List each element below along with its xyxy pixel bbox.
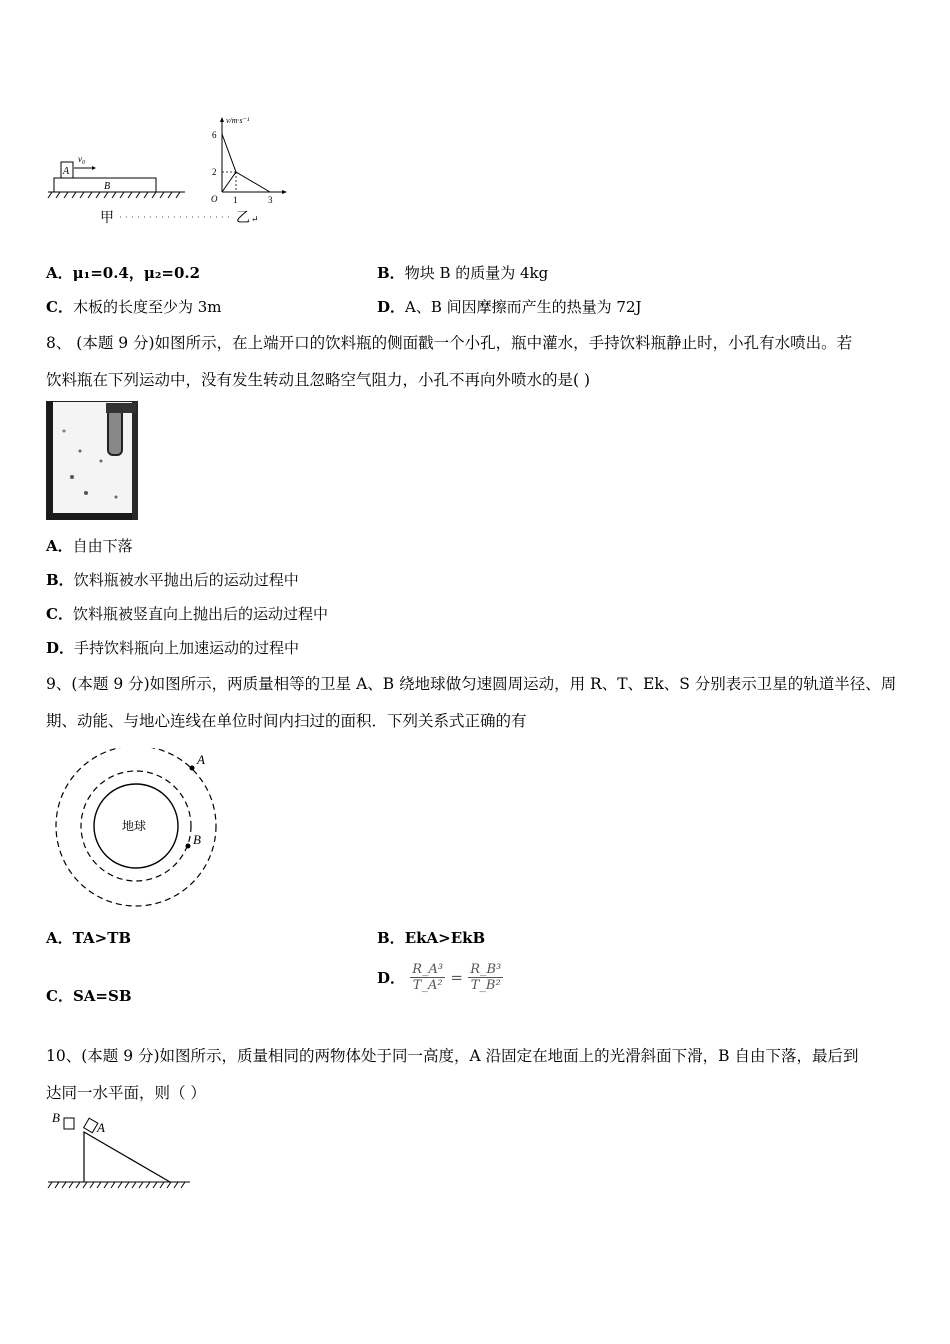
q9-D-eq: = — [450, 968, 463, 987]
q9-option-A[interactable] — [46, 927, 131, 948]
q8-stem-line1: 8、 (本题 9 分)如图所示，在上端开口的饮料瓶的侧面戳一个小孔，瓶中灌水，手持饮料瓶静止时，小孔有水喷出。若 — [46, 334, 853, 352]
graph-tick-2: 2 — [212, 167, 217, 177]
q7-option-C-letter: C． — [46, 298, 73, 316]
q9-option-B-letter: B． — [377, 929, 405, 947]
q9-orbit-figure — [50, 748, 222, 908]
q9-D-num-right: R_B³ — [470, 962, 502, 977]
q8-option-B[interactable] — [46, 569, 299, 590]
q7-option-B-letter: B． — [377, 264, 405, 282]
satellite-B-dot — [186, 844, 191, 849]
ground-hatching — [48, 192, 185, 198]
block-A-label: A — [63, 166, 70, 177]
q9-D-num-left: R_A³ — [412, 962, 444, 977]
q7-option-D[interactable] — [377, 296, 642, 317]
q9-D-frac-right — [468, 962, 503, 993]
block-B-label: B — [52, 1110, 60, 1125]
graph-line-A — [222, 134, 270, 192]
graph-tick-6: 6 — [212, 130, 217, 140]
q8-option-B-text: 饮料瓶被水平抛出后的运动过程中 — [73, 571, 299, 589]
graph-line-B — [222, 172, 236, 192]
q7-option-D-text: A、B 间因摩擦而产生的热量为 72J — [405, 298, 642, 316]
q9-option-D-letter: D． — [377, 969, 406, 987]
q7-option-C-text: 木板的长度至少为 3m — [72, 298, 222, 316]
q10-stem-line1: 10、(本题 9 分)如图所示，质量相同的两物体处于同一高度，A 沿固定在地面上的光滑斜面下滑，B 自由下落，最后到 — [46, 1047, 859, 1065]
q8-option-B-letter: B． — [46, 571, 74, 589]
q7-option-A-letter: A． — [46, 264, 73, 282]
earth-label: 地球 — [122, 819, 147, 833]
q8-option-D[interactable] — [46, 637, 299, 658]
satellite-A-dot — [190, 766, 195, 771]
graph-origin: O — [211, 194, 218, 204]
q8-option-A[interactable] — [46, 535, 133, 556]
v0-arrowhead — [92, 166, 96, 170]
q7-option-A[interactable] — [46, 262, 200, 283]
q8-option-D-text: 手持饮料瓶向上加速运动的过程中 — [74, 639, 300, 657]
q7-option-C[interactable] — [46, 296, 222, 317]
q9-option-B[interactable] — [377, 927, 485, 948]
incline — [84, 1132, 170, 1182]
q7-option-B-text: 物块 B 的质量为 4kg — [404, 264, 549, 282]
q9-D-den-left: T_A² — [412, 978, 443, 993]
q9-stem-line1: 9、(本题 9 分)如图所示，两质量相等的卫星 A、B 绕地球做匀速圆周运动，用 R、T、Ek、S 分别表示卫星的轨道半径、周 — [46, 675, 897, 693]
ground-hatching — [48, 1182, 190, 1188]
q9-option-A-text: TA>TB — [72, 929, 132, 947]
graph-tick-1: 1 — [233, 195, 238, 205]
q9-D-den-right: T_B² — [470, 978, 501, 993]
q10-incline-figure — [44, 1108, 194, 1194]
q7-option-A-text: μ₁=0.4，μ₂=0.2 — [72, 264, 201, 282]
q9-option-C-text: SA=SB — [72, 987, 132, 1005]
q7-figure — [40, 110, 300, 230]
q8-option-C-text: 饮料瓶被竖直向上抛出后的运动过程中 — [72, 605, 328, 623]
block-B — [64, 1118, 74, 1129]
q9-option-D[interactable] — [377, 962, 503, 993]
graph-ylabel: v/m·s⁻¹ — [226, 116, 250, 125]
board-B-label: B — [104, 181, 111, 192]
v0-label: $v_0$ — [78, 154, 85, 166]
q8-option-C[interactable] — [46, 603, 328, 624]
graph-y-arrowhead — [220, 117, 224, 122]
q7-option-B[interactable] — [377, 262, 548, 283]
q8-option-D-letter: D． — [46, 639, 75, 657]
satellite-B-label: B — [193, 832, 201, 847]
q9-option-B-text: EkA>EkB — [404, 929, 486, 947]
block-A-label: A — [97, 1120, 105, 1135]
q8-option-A-letter: A． — [46, 537, 73, 555]
graph-tick-3: 3 — [268, 195, 273, 205]
q9-option-A-letter: A． — [46, 929, 73, 947]
satellite-A-label: A — [197, 752, 205, 767]
q8-stem-line2: 饮料瓶在下列运动中，没有发生转动且忽略空气阻力，小孔不再向外喷水的是( ) — [46, 371, 591, 389]
q9-option-C-letter: C． — [46, 987, 73, 1005]
q9-stem-line2: 期、动能、与地心连线在单位时间内扫过的面积．下列关系式正确的有 — [46, 712, 527, 730]
q8-bottle-photo — [46, 401, 138, 520]
caption-mark: ↵ — [251, 214, 259, 224]
q8-option-A-text: 自由下落 — [72, 537, 133, 555]
q7-option-D-letter: D． — [377, 298, 406, 316]
block-A — [84, 1118, 98, 1133]
q10-stem-line2: 达同一水平面，则（ ） — [46, 1084, 206, 1102]
graph-x-arrowhead — [282, 190, 287, 194]
caption-jia: 甲 — [100, 211, 114, 226]
q9-D-frac-left — [410, 962, 445, 993]
q9-option-C[interactable] — [46, 985, 132, 1006]
caption-yi: 乙 — [236, 211, 250, 226]
q8-option-C-letter: C． — [46, 605, 73, 623]
